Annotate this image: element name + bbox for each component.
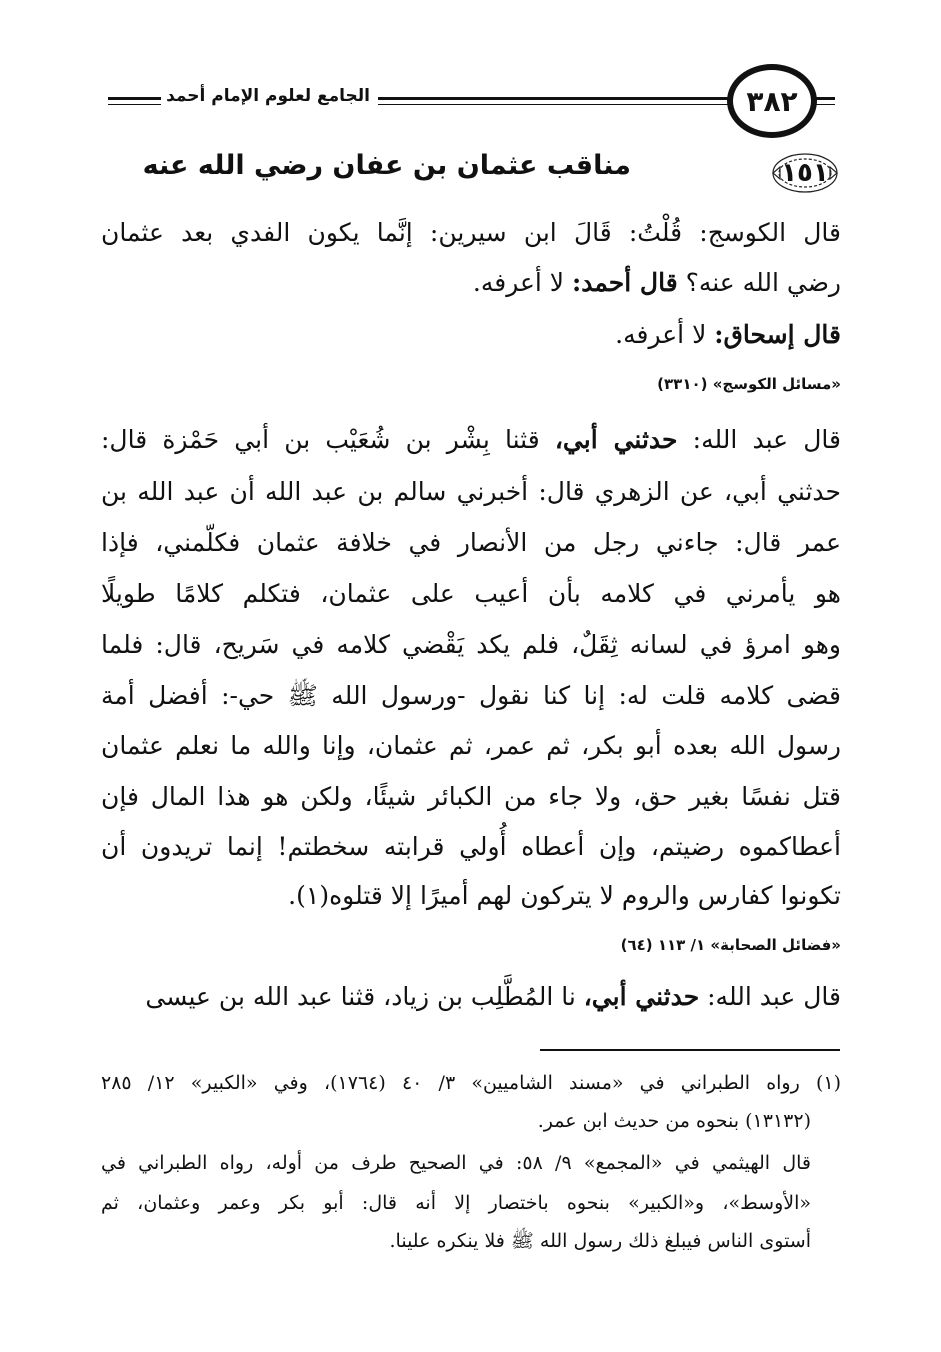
entry2-line-10: تكونوا كفارس والروم لا يتركون لهم أميرًا إلا قتلوه(١). xyxy=(288,881,841,910)
header-rule-left-bottom xyxy=(108,104,161,105)
footnote-separator xyxy=(540,1049,840,1051)
entry1-speaker-ishaq: قال إسحاق: xyxy=(714,320,841,349)
entry3-bold: حدثني أبي، xyxy=(583,982,700,1011)
entry1-line2-pre: رضي الله عنه؟ xyxy=(677,268,841,297)
entry3-line-1 xyxy=(101,982,841,1012)
entry3-post: نا المُطَّلِب بن زياد، قثنا عبد الله بن عيسى xyxy=(145,982,584,1011)
page-number xyxy=(727,64,817,138)
entry2-line-7: رسول الله بعده أبو بكر، ثم عمر، ثم عثمان، وإنا والله ما نعلم عثمان xyxy=(101,731,841,760)
entry1-line-3 xyxy=(101,320,841,350)
header-rule-middle-bottom xyxy=(378,104,730,105)
entry1-source: «مسائل الكوسج» (٣٣١٠) xyxy=(657,375,841,393)
entry1-speaker-ahmad: قال أحمد: xyxy=(572,268,678,297)
page-number-text: ٣٨٢ xyxy=(746,84,798,118)
section-number-badge xyxy=(770,150,840,196)
section-number: ١٥١ xyxy=(781,158,829,188)
entry2-line-8: قتل نفسًا بغير حق، ولا جاء من الكبائر شيئًا، ولكن هو هذا المال فإن xyxy=(101,782,841,811)
footnote-line-5: أستوى الناس فيبلغ ذلك رسول الله ﷺ فلا ينكره علينا. xyxy=(389,1230,811,1252)
entry2-line1-pre: قال عبد الله: xyxy=(677,425,841,454)
entry2-line-5: وهو امرؤ في لسانه ثِقَلٌ، فلم يكد يَقْضي كلامه في سَريح، قال: فلما xyxy=(101,630,841,659)
footnote-line-4: «الأوسط»، و«الكبير» بنحوه باختصار إلا أنه قال: أبو بكر وعمر وعثمان، ثم xyxy=(101,1192,811,1214)
running-title: الجامع لعلوم الإمام أحمد xyxy=(166,86,370,106)
entry2-line-3: عمر قال: جاءني رجل من الأنصار في خلافة عثمان فكلّمني، فإذا xyxy=(101,528,841,557)
entry3-pre: قال عبد الله: xyxy=(699,982,841,1011)
entry1-line2-post: لا أعرفه. xyxy=(472,268,572,297)
footnote-line-2: (١٣١٣٢) بنحوه من حديث ابن عمر. xyxy=(537,1110,811,1132)
entry2-source: «فضائل الصحابة» ١/ ١١٣ (٦٤) xyxy=(620,936,841,954)
footnote-line-1: (١) رواه الطبراني في «مسند الشاميين» ٣/ ٤٠ (١٧٦٤)، وفي «الكبير» ١٢/ ٢٨٥ xyxy=(101,1072,841,1094)
header-rule-left-top xyxy=(108,97,161,100)
entry2-line1-bold: حدثني أبي، xyxy=(554,425,678,454)
header-rule-right-bottom xyxy=(815,104,835,105)
entry2-line-1 xyxy=(101,425,841,455)
entry2-line-2: حدثني أبي، عن الزهري قال: أخبرني سالم بن عبد الله أن عبد الله بن xyxy=(101,477,841,506)
entry2-line1-post: قثنا بِشْر بن شُعَيْب بن أبي حَمْزة قال: xyxy=(101,425,555,454)
entry1-line-1: قال الكوسج: قُلْتُ: قَالَ ابن سيرين: إنَّما يكون الفدي بعد عثمان xyxy=(101,218,841,247)
entry2-line-6: قضى كلامه قلت له: إنا كنا نقول -ورسول الله ﷺ حي-: أفضل أمة xyxy=(101,681,841,710)
entry1-line-2 xyxy=(101,268,841,298)
footnote-line-3: قال الهيثمي في «المجمع» ٩/ ٥٨: في الصحيح طرف من أوله، رواه الطبراني في xyxy=(101,1152,811,1174)
section-title: مناقب عثمان بن عفان رضي الله عنه xyxy=(142,150,631,181)
entry2-line-9: أعطاكموه رضيتم، وإن أعطاه أُولي قرابته سخطتم! إنما تريدون أن xyxy=(101,832,841,861)
entry2-line-4: هو يأمرني في كلامه بأن أعيب على عثمان، فتكلم كلامًا طويلًا xyxy=(101,579,841,608)
header-rule-middle-top xyxy=(378,97,730,100)
header-rule-right-top xyxy=(815,97,835,100)
entry1-line3-post: لا أعرفه. xyxy=(615,320,715,349)
